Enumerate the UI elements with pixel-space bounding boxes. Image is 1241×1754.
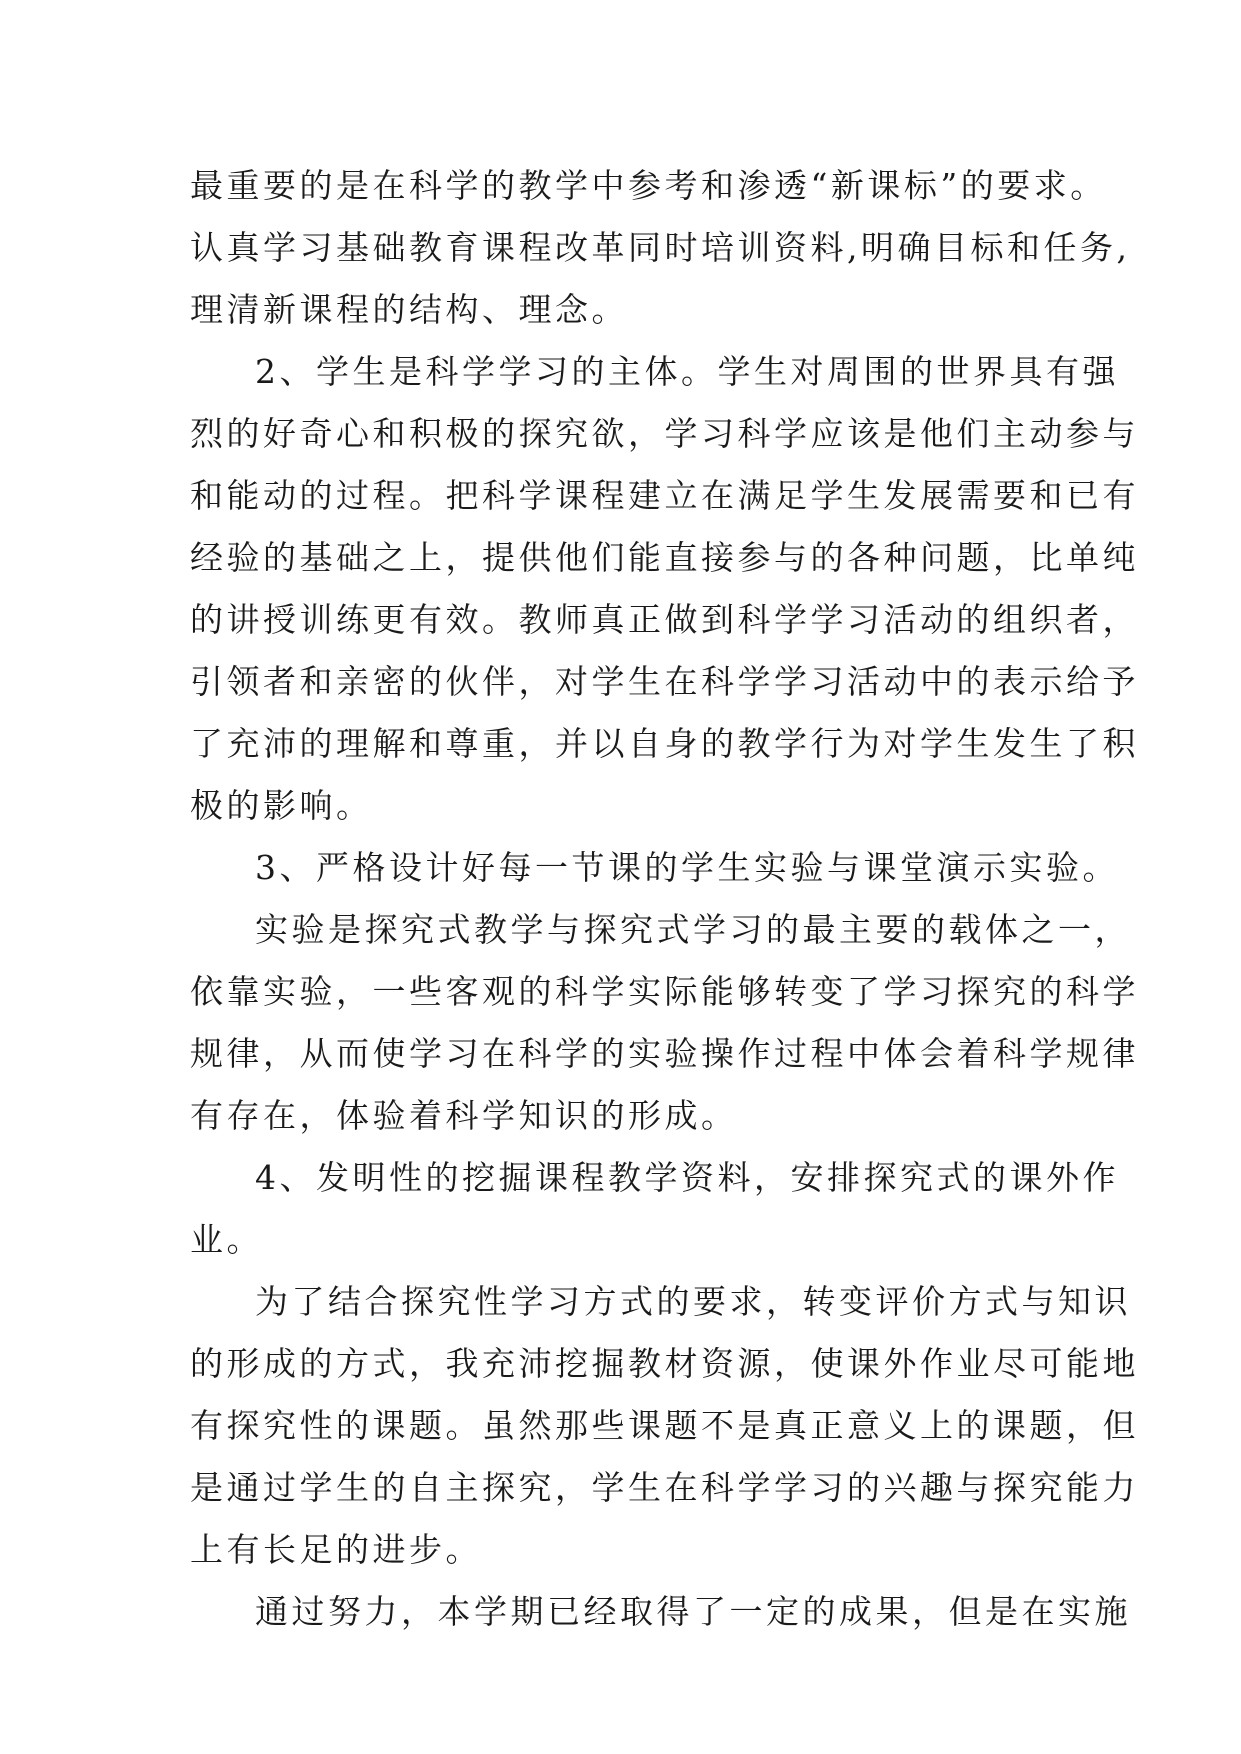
text-line: 引领者和亲密的伙伴，对学生在科学学习活动中的表示给予: [190, 662, 1139, 701]
text-line: 了充沛的理解和尊重，并以自身的教学行为对学生发生了积: [190, 724, 1139, 763]
text-line: 的讲授训练更有效。教师真正做到科学学习活动的组织者，: [190, 600, 1139, 639]
text-line: 业。: [190, 1220, 263, 1259]
text-line: 极的影响。: [190, 786, 373, 825]
text-line: 依靠实验，一些客观的科学实际能够转变了学习探究的科学: [190, 972, 1139, 1011]
text-line: 为了结合探究性学习方式的要求，转变评价方式与知识: [255, 1282, 1131, 1321]
text-line: 3、严格设计好每一节课的学生实验与课堂演示实验。: [255, 848, 1119, 887]
text-line: 实验是探究式教学与探究式学习的最主要的载体之一，: [255, 910, 1131, 949]
text-line: 4、发明性的挖掘课程教学资料，安排探究式的课外作: [255, 1158, 1119, 1197]
text-line: 经验的基础之上，提供他们能直接参与的各种问题，比单纯: [190, 538, 1139, 577]
text-line: 是通过学生的自主探究，学生在科学学习的兴趣与探究能力: [190, 1468, 1139, 1507]
text-line: 有存在，体验着科学知识的形成。: [190, 1096, 738, 1135]
text-line: 认真学习基础教育课程改革同时培训资料,明确目标和任务,: [190, 228, 1131, 267]
text-line: 最重要的是在科学的教学中参考和渗透“新课标”的要求。: [190, 166, 1107, 205]
text-line: 理清新课程的结构、理念。: [190, 290, 628, 329]
text-line: 2、学生是科学学习的主体。学生对周围的世界具有强: [255, 352, 1119, 391]
text-line: 有探究性的课题。虽然那些课题不是真正意义上的课题，但: [190, 1406, 1139, 1445]
text-line: 通过努力，本学期已经取得了一定的成果，但是在实施: [255, 1592, 1131, 1631]
text-line: 和能动的过程。把科学课程建立在满足学生发展需要和已有: [190, 476, 1139, 515]
text-line: 烈的好奇心和积极的探究欲，学习科学应该是他们主动参与: [190, 414, 1139, 453]
text-line: 上有长足的进步。: [190, 1530, 482, 1569]
text-line: 规律，从而使学习在科学的实验操作过程中体会着科学规律: [190, 1034, 1139, 1073]
text-line: 的形成的方式，我充沛挖掘教材资源，使课外作业尽可能地: [190, 1344, 1139, 1383]
